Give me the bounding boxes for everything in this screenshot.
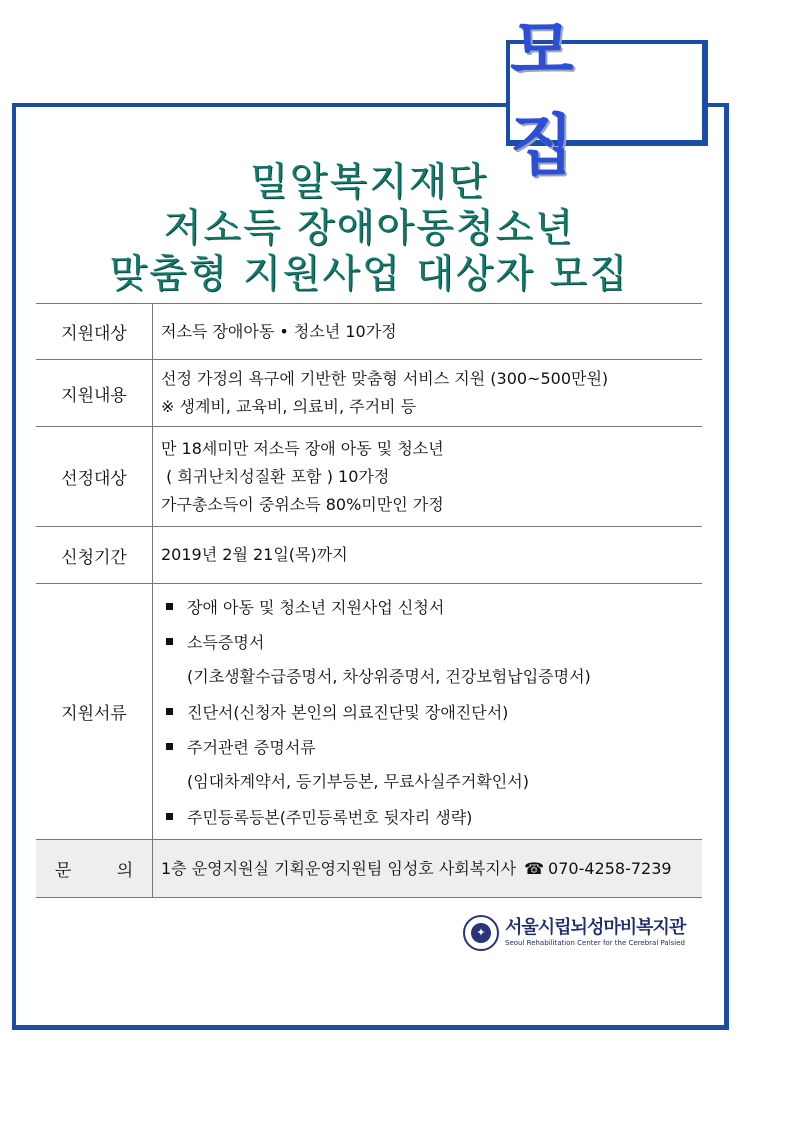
page-title bbox=[36, 160, 702, 298]
title-line-1: 밀알복지재단 bbox=[249, 160, 489, 205]
label-target: 지원대상 bbox=[36, 304, 153, 360]
value-target: 저소득 장애아동 • 청소년 10가정 bbox=[161, 321, 397, 341]
label-documents: 지원서류 bbox=[36, 584, 153, 840]
telephone-icon: ☎ bbox=[524, 858, 545, 878]
label-content: 지원내용 bbox=[36, 360, 153, 427]
document-item: 주거관련 증명서류 bbox=[161, 729, 702, 764]
row-content bbox=[36, 360, 702, 427]
badge-text: 모 집 bbox=[510, 12, 612, 184]
organization-logo bbox=[463, 915, 685, 951]
info-table bbox=[36, 303, 702, 898]
bullet-square-icon bbox=[166, 638, 173, 645]
selection-line-1: 만 18세미만 저소득 장애 아동 및 청소년 bbox=[161, 438, 444, 458]
bullet-square-icon bbox=[166, 603, 173, 610]
document-subitem: (기초생활수급증명서, 차상위증명서, 건강보험납입증명서) bbox=[187, 667, 591, 686]
document-item: 주민등록등본(주민등록번호 뒷자리 생략) bbox=[161, 799, 702, 834]
title-line-2: 저소득 장애아동청소년 bbox=[163, 206, 575, 251]
title-line-3: 맞춤형 지원사업 대상자 모집 bbox=[109, 252, 629, 297]
bullet-square-icon bbox=[166, 813, 173, 820]
label-period: 신청기간 bbox=[36, 527, 153, 584]
row-documents bbox=[36, 584, 702, 840]
content-line-2: ※ 생계비, 교육비, 의료비, 주거비 등 bbox=[161, 397, 417, 416]
row-target bbox=[36, 304, 702, 360]
selection-line-2: ( 희귀난치성질환 포함 ) 10가정 bbox=[161, 466, 390, 486]
content-line-1: 선정 가정의 욕구에 기반한 맞춤형 서비스 지원 (300~500만원) bbox=[161, 369, 609, 388]
label-selection: 선정대상 bbox=[36, 427, 153, 527]
bullet-square-icon bbox=[166, 743, 173, 750]
label-contact: 문 의 bbox=[36, 840, 153, 898]
document-item: 소득증명서 bbox=[161, 624, 702, 659]
contact-person: 1층 운영지원실 기획운영지원팀 임성호 사회복지사 bbox=[161, 858, 517, 878]
document-subitem: (임대차계약서, 등기부등본, 무료사실주거확인서) bbox=[187, 772, 529, 791]
row-period bbox=[36, 527, 702, 584]
logo-name-kr: 서울시립뇌성마비복지관 bbox=[505, 917, 686, 938]
row-selection bbox=[36, 427, 702, 527]
logo-name-en: Seoul Rehabilitation Center for the Cerebral Palsied bbox=[505, 939, 686, 947]
emblem-icon: ✦ bbox=[463, 915, 499, 951]
value-contact bbox=[161, 855, 702, 883]
value-period: 2019년 2월 21일(목)까지 bbox=[161, 545, 348, 564]
row-contact bbox=[36, 840, 702, 898]
contact-phone: 070-4258-7239 bbox=[548, 858, 672, 878]
recruit-badge bbox=[506, 12, 708, 184]
document-item: 진단서(신청자 본인의 의료진단및 장애진단서) bbox=[161, 694, 702, 729]
bullet-square-icon bbox=[166, 708, 173, 715]
selection-line-3: 가구총소득이 중위소득 80%미만인 가정 bbox=[161, 494, 444, 514]
document-item: 장애 아동 및 청소년 지원사업 신청서 bbox=[161, 589, 702, 624]
